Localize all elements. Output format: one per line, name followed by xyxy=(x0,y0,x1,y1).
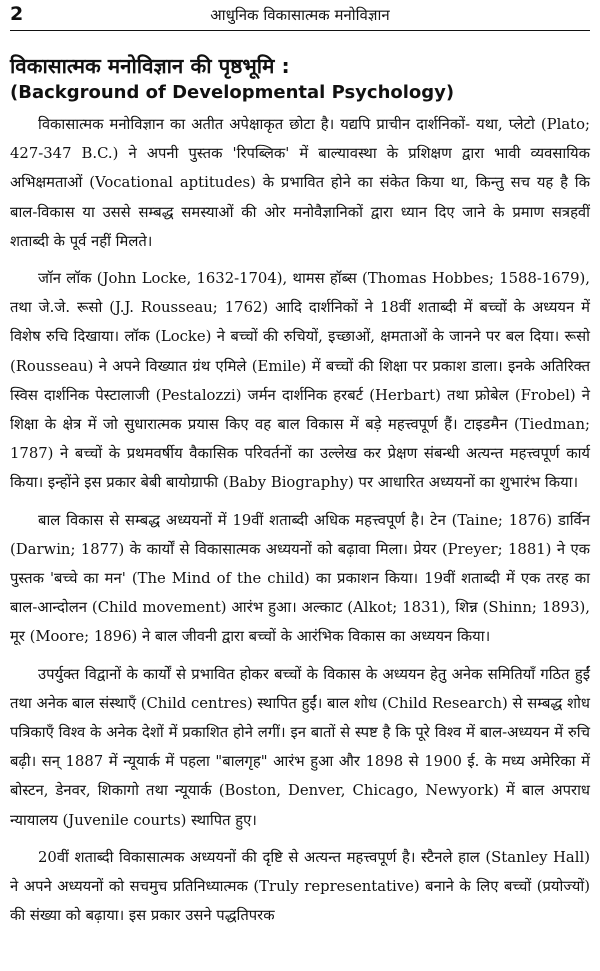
paragraph: उपर्युक्त विद्वानों के कार्यों से प्रभावित होकर बच्चों के विकास के अध्ययन हेतु अनेक समितियाँ गठित हुईं तथा अनेक बाल संस्थाएँ (Child centres) स्थापित हुईं। बाल शोध (Child Research) से सम्बद्ध शोध पत्रिकाएँ विश्व के अनेक देशों में प्रकाशित होने लगीं। इन बातों से स्पष्ट है कि पूरे विश्व में बाल-अध्ययन में रुचि बढ़ी। सन् 1887 में न्यूयार्क में पहला "बालगृह" आरंभ हुआ और 1898 से 1900 ई. के मध्य अमेरिका में बोस्टन, डेनवर, शिकागो तथा न्यूयार्क (Boston, Denver, Chicago, Newyork) में बाल अपराध न्यायालय (Juvenile courts) स्थापित हुए। xyxy=(10,665,590,829)
section-background xyxy=(10,52,590,930)
section-heading-english: (Background of Developmental Psychology) xyxy=(10,82,455,103)
paragraph: जॉन लॉक (John Locke, 1632-1704), थामस हॉब्स (Thomas Hobbes; 1588-1679), तथा जे.जे. रूसो (J.J. Rousseau; 1762) आदि दार्शनिकों ने 18वीं शताब्दी में बच्चों के अध्ययन में विशेष रुचि दिखाया। लॉक (Locke) ने बच्चों की रुचियों, इच्छाओं, क्षमताओं के जानने पर बल दिया। रूसो (Rousseau) ने अपने विख्यात ग्रंथ एमिले (Emile) में बच्चों की शिक्षा पर प्रकाश डाला। इनके अतिरिक्त स्विस दार्शनिक पेस्टालाजी (Pestalozzi) जर्मन दार्शनिक हरबर्ट (Herbart) तथा फ्रोबेल (Frobel) ने शिक्षा के क्षेत्र में जो सुधारात्मक प्रयास किए वह बाल विकास में बड़े महत्त्वपूर्ण हैं। टाइडमैन (Tiedman; 1787) ने बच्चों के प्रथमवर्षीय वैकासिक परिवर्तनों का उल्लेख कर प्रेक्षण संबन्धी अत्यन्त महत्त्वपूर्ण कार्य किया। इन्होंने इस प्रकार बेबी बायोग्राफी (Baby Biography) पर आधारित अध्ययनों का शुभारंभ किया। xyxy=(10,270,590,492)
running-head: आधुनिक विकासात्मक मनोविज्ञान xyxy=(210,6,390,24)
section-heading-hindi: विकासात्मक मनोविज्ञान की पृष्ठभूमि : xyxy=(10,54,290,78)
page-header xyxy=(10,0,590,31)
paragraph: विकासात्मक मनोविज्ञान का अतीत अपेक्षाकृत छोटा है। यद्यपि प्राचीन दार्शनिकों- यथा, प्लेटो (Plato; 427-347 B.C.) ने अपनी पुस्तक 'रिपब्लिक' में बाल्यावस्था के प्रशिक्षण द्वारा भावी व्यवसायिक अभिक्षमताओं (Vocational aptitudes) के प्रभावित होने का संकेत किया था, किन्तु सच यह है कि बाल-विकास या उससे सम्बद्ध समस्याओं की ओर मनोवैज्ञानिकों द्वारा ध्यान दिए जाने के प्रमाण सत्रहवीं शताब्दी के पूर्व नहीं मिलते। xyxy=(10,116,590,250)
page-number: 2 xyxy=(10,3,24,25)
paragraph: 20वीं शताब्दी विकासात्मक अध्ययनों की दृष्टि से अत्यन्त महत्त्वपूर्ण है। स्टैनले हाल (Stanley Hall) ने अपने अध्ययनों को सचमुच प्रतिनिध्यात्मक (Truly representative) बनाने के लिए बच्चों (प्रयोज्यों) की संख्या को बढ़ाया। इस प्रकार उसने पद्धतिपरक xyxy=(10,848,590,925)
paragraph: बाल विकास से सम्बद्ध अध्ययनों में 19वीं शताब्दी अधिक महत्त्वपूर्ण है। टेन (Taine; 1876) डार्विन (Darwin; 1877) के कार्यों से विकासात्मक अध्ययनों को बढ़ावा मिला। प्रेयर (Preyer; 1881) ने एक पुस्तक 'बच्चे का मन' (The Mind of the child) का प्रकाशन किया। 19वीं शताब्दी में एक तरह का बाल-आन्दोलन (Child movement) आरंभ हुआ। अल्काट (Alkot; 1831), शिन्न (Shinn; 1893), मूर (Moore; 1896) ने बाल जीवनी द्वारा बच्चों के आरंभिक विकास का अध्ययन किया। xyxy=(10,511,590,646)
